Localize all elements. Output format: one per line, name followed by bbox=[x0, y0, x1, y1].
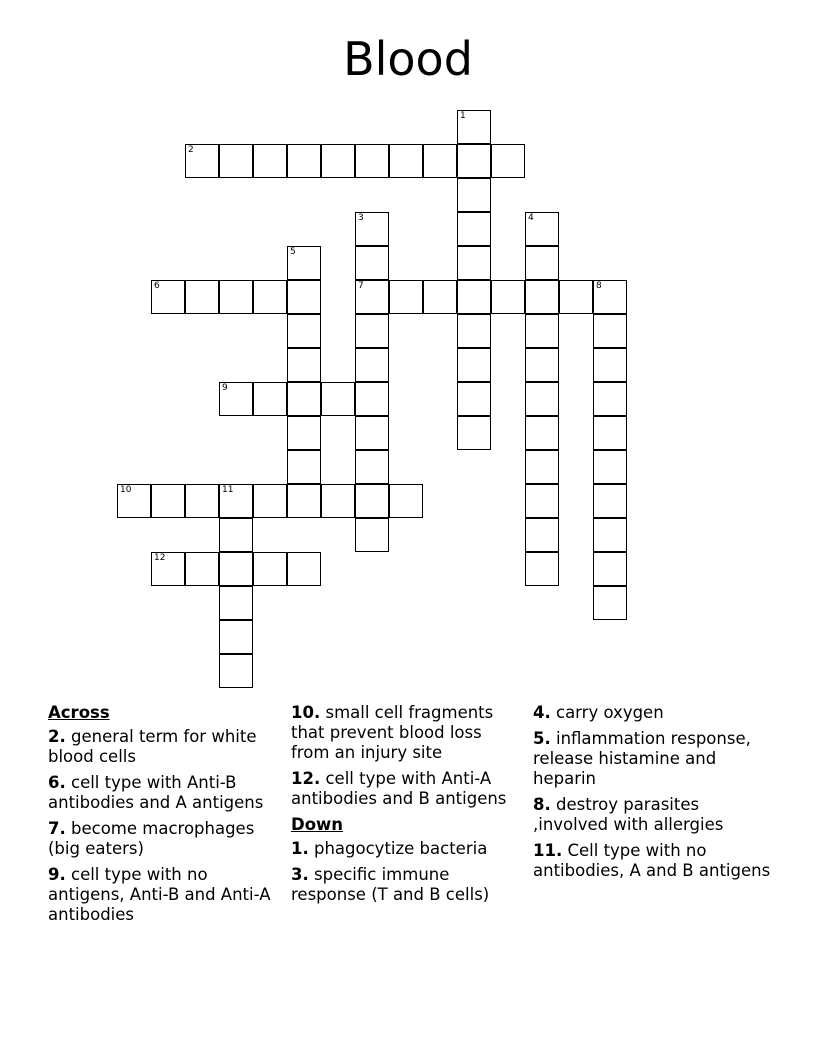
grid-cell[interactable] bbox=[355, 246, 389, 280]
grid-cell[interactable] bbox=[525, 348, 559, 382]
grid-cell[interactable] bbox=[593, 416, 627, 450]
grid-cell[interactable] bbox=[491, 280, 525, 314]
clue-number: 9 bbox=[222, 383, 228, 393]
grid-cell[interactable] bbox=[321, 484, 355, 518]
grid-cell[interactable] bbox=[151, 484, 185, 518]
grid-cell[interactable] bbox=[423, 144, 457, 178]
clue-down-5: 5. inflammation response, release histamine and heparin bbox=[533, 729, 751, 788]
grid-cell[interactable] bbox=[457, 280, 491, 314]
grid-cell[interactable] bbox=[253, 552, 287, 586]
grid-cell[interactable] bbox=[151, 552, 185, 586]
clue-number: 7 bbox=[358, 281, 364, 291]
grid-cell[interactable] bbox=[219, 552, 253, 586]
grid-cell[interactable] bbox=[219, 586, 253, 620]
grid-cell[interactable] bbox=[219, 144, 253, 178]
clue-number: 4 bbox=[528, 213, 534, 223]
grid-cell[interactable] bbox=[457, 416, 491, 450]
clue-down-1: 1. phagocytize bacteria bbox=[291, 839, 488, 858]
grid-cell[interactable] bbox=[525, 212, 559, 246]
grid-cell[interactable] bbox=[219, 518, 253, 552]
grid-cell[interactable] bbox=[287, 280, 321, 314]
grid-cell[interactable] bbox=[593, 552, 627, 586]
grid-cell[interactable] bbox=[287, 552, 321, 586]
grid-cell[interactable] bbox=[355, 348, 389, 382]
grid-cell[interactable] bbox=[457, 314, 491, 348]
grid-cell[interactable] bbox=[389, 280, 423, 314]
grid-cell[interactable] bbox=[593, 518, 627, 552]
grid-cell[interactable] bbox=[525, 280, 559, 314]
grid-cell[interactable] bbox=[253, 144, 287, 178]
grid-cell[interactable] bbox=[287, 348, 321, 382]
grid-cell[interactable] bbox=[253, 484, 287, 518]
clue-number: 1 bbox=[460, 111, 466, 121]
clue-number: 6 bbox=[154, 281, 160, 291]
grid-cell[interactable] bbox=[219, 382, 253, 416]
grid-cell[interactable] bbox=[355, 212, 389, 246]
grid-cell[interactable] bbox=[525, 518, 559, 552]
grid-cell[interactable] bbox=[525, 382, 559, 416]
grid-cell[interactable] bbox=[185, 552, 219, 586]
clue-column-2 bbox=[291, 703, 523, 911]
grid-cell[interactable] bbox=[593, 348, 627, 382]
grid-cell[interactable] bbox=[457, 110, 491, 144]
grid-cell[interactable] bbox=[457, 382, 491, 416]
clue-across-7: 7. become macrophages (big eaters) bbox=[48, 819, 255, 858]
clue-column-1 bbox=[48, 703, 286, 931]
clue-across-9: 9. cell type with no antigens, Anti-B and Anti-A antibodies bbox=[48, 865, 271, 924]
grid-cell[interactable] bbox=[457, 348, 491, 382]
grid-cell[interactable] bbox=[219, 484, 253, 518]
clue-down-4: 4. carry oxygen bbox=[533, 703, 664, 722]
grid-cell[interactable] bbox=[525, 416, 559, 450]
grid-cell[interactable] bbox=[457, 178, 491, 212]
grid-cell[interactable] bbox=[287, 382, 321, 416]
grid-cell[interactable] bbox=[219, 654, 253, 688]
grid-cell[interactable] bbox=[287, 484, 321, 518]
grid-cell[interactable] bbox=[287, 246, 321, 280]
grid-cell[interactable] bbox=[593, 450, 627, 484]
clue-down-8: 8. destroy parasites ,involved with allergies bbox=[533, 795, 724, 834]
grid-cell[interactable] bbox=[593, 280, 627, 314]
clue-number: 11 bbox=[222, 485, 234, 495]
grid-cell[interactable] bbox=[219, 280, 253, 314]
down-heading: Down bbox=[291, 815, 344, 834]
clue-number: 12 bbox=[154, 553, 166, 563]
clue-column-3 bbox=[533, 703, 773, 887]
grid-cell[interactable] bbox=[287, 450, 321, 484]
grid-cell[interactable] bbox=[593, 382, 627, 416]
grid-cell[interactable] bbox=[287, 314, 321, 348]
clue-down-3: 3. specific immune response (T and B cells) bbox=[291, 865, 490, 904]
clue-number: 2 bbox=[188, 145, 194, 155]
grid-cell[interactable] bbox=[355, 144, 389, 178]
grid-cell[interactable] bbox=[253, 280, 287, 314]
clue-down-11: 11. Cell type with no antibodies, A and B antigens bbox=[533, 841, 771, 880]
clue-across-6: 6. cell type with Anti-B antibodies and A antigens bbox=[48, 773, 264, 812]
grid-cell[interactable] bbox=[423, 280, 457, 314]
clue-across-10: 10. small cell fragments that prevent blood loss from an injury site bbox=[291, 703, 494, 762]
grid-cell[interactable] bbox=[457, 246, 491, 280]
grid-cell[interactable] bbox=[355, 518, 389, 552]
grid-cell[interactable] bbox=[525, 450, 559, 484]
clue-number: 10 bbox=[120, 485, 132, 495]
grid-cell[interactable] bbox=[253, 382, 287, 416]
grid-cell[interactable] bbox=[525, 246, 559, 280]
grid-cell[interactable] bbox=[525, 552, 559, 586]
clue-number: 5 bbox=[290, 247, 296, 257]
grid-cell[interactable] bbox=[457, 144, 491, 178]
clue-across-2: 2. general term for white blood cells bbox=[48, 727, 257, 766]
grid-cell[interactable] bbox=[287, 416, 321, 450]
grid-cell[interactable] bbox=[117, 484, 151, 518]
grid-cell[interactable] bbox=[525, 314, 559, 348]
grid-cell[interactable] bbox=[457, 212, 491, 246]
grid-cell[interactable] bbox=[389, 144, 423, 178]
grid-cell[interactable] bbox=[559, 280, 593, 314]
puzzle-title: Blood bbox=[343, 32, 473, 86]
grid-cell[interactable] bbox=[355, 416, 389, 450]
clue-number: 8 bbox=[596, 281, 602, 291]
grid-cell[interactable] bbox=[355, 484, 389, 518]
across-heading: Across bbox=[48, 703, 110, 722]
grid-cell[interactable] bbox=[593, 314, 627, 348]
grid-cell[interactable] bbox=[389, 484, 423, 518]
grid-cell[interactable] bbox=[593, 484, 627, 518]
grid-cell[interactable] bbox=[287, 144, 321, 178]
grid-cell[interactable] bbox=[355, 382, 389, 416]
grid-cell[interactable] bbox=[185, 280, 219, 314]
grid-cell[interactable] bbox=[185, 144, 219, 178]
grid-cell[interactable] bbox=[151, 280, 185, 314]
grid-cell[interactable] bbox=[219, 620, 253, 654]
grid-cell[interactable] bbox=[185, 484, 219, 518]
grid-cell[interactable] bbox=[355, 450, 389, 484]
clue-across-12: 12. cell type with Anti-A antibodies and B antigens bbox=[291, 769, 507, 808]
clue-number: 3 bbox=[358, 213, 364, 223]
grid-cell[interactable] bbox=[355, 280, 389, 314]
grid-cell[interactable] bbox=[321, 144, 355, 178]
grid-cell[interactable] bbox=[321, 382, 355, 416]
grid-cell[interactable] bbox=[491, 144, 525, 178]
grid-cell[interactable] bbox=[593, 586, 627, 620]
grid-cell[interactable] bbox=[525, 484, 559, 518]
grid-cell[interactable] bbox=[355, 314, 389, 348]
